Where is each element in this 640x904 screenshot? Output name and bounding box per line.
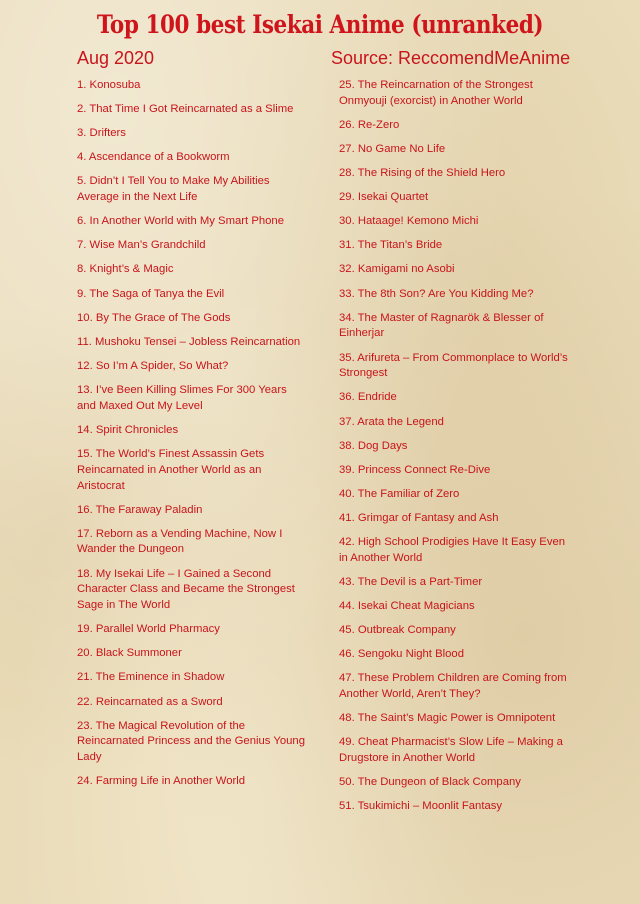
- list-item: 24. Farming Life in Another World: [77, 775, 246, 788]
- list-item: 8. Knight’s & Magic: [77, 263, 174, 276]
- list-item: 36. Endride: [339, 391, 397, 404]
- list-item: 51. Tsukimichi – Moonlit Fantasy: [339, 800, 503, 813]
- list-item: 12. So I’m A Spider, So What?: [77, 359, 229, 372]
- list-item: 48. The Saint’s Magic Power is Omnipotent: [339, 712, 556, 725]
- list-item: 22. Reincarnated as a Sword: [77, 695, 223, 708]
- list-item: 38. Dog Days: [339, 439, 408, 452]
- list-item: 9. The Saga of Tanya the Evil: [77, 287, 225, 300]
- list-item: 7. Wise Man’s Grandchild: [77, 239, 206, 252]
- list-item: 47. These Problem Children are Coming from Another World, Aren’t They?: [339, 672, 567, 701]
- list-item: 5. Didn’t I Tell You to Make My Abilities Average in the Next Life: [77, 175, 270, 204]
- list-item: 46. Sengoku Night Blood: [339, 648, 464, 661]
- list-item: 29. Isekai Quartet: [339, 191, 429, 204]
- list-item: 3. Drifters: [77, 127, 126, 140]
- list-item: 33. The 8th Son? Are You Kidding Me?: [339, 287, 534, 300]
- list-item: 18. My Isekai Life – I Gained a Second Character Class and Became the Strongest Sage in The World: [77, 567, 295, 612]
- list-item: 44. Isekai Cheat Magicians: [339, 599, 475, 612]
- list-item: 23. The Magical Revolution of the Reincarnated Princess and the Genius Young Lady: [77, 719, 305, 764]
- left-column-list: [77, 78, 305, 798]
- list-item: 49. Cheat Pharmacist’s Slow Life – Making a Drugstore in Another World: [339, 736, 563, 765]
- list-item: 50. The Dungeon of Black Company: [339, 776, 521, 789]
- list-item: 2. That Time I Got Reincarnated as a Slime: [77, 103, 294, 116]
- list-item: 25. The Reincarnation of the Strongest Onmyouji (exorcist) in Another World: [339, 79, 533, 107]
- list-item: 37. Arata the Legend: [339, 415, 444, 428]
- list-item: 4. Ascendance of a Bookworm: [77, 151, 230, 164]
- list-item: 16. The Faraway Paladin: [77, 503, 203, 516]
- list-item: 14. Spirit Chronicles: [77, 423, 179, 436]
- list-item: 26. Re-Zero: [339, 118, 400, 131]
- list-item: 21. The Eminence in Shadow: [77, 671, 225, 684]
- list-item: 42. High School Prodigies Have It Easy Even in Another World: [339, 535, 566, 564]
- list-item: 31. The Titan’s Bride: [339, 239, 443, 252]
- list-item: 17. Reborn as a Vending Machine, Now I Wander the Dungeon: [77, 527, 283, 556]
- date-label: Aug 2020: [77, 48, 155, 68]
- list-item: 6. In Another World with My Smart Phone: [77, 215, 284, 228]
- list-item: 39. Princess Connect Re-Dive: [339, 463, 491, 476]
- list-item: 34. The Master of Ragnarök & Blesser of Einherjar: [339, 311, 544, 340]
- source-label: Source: ReccomendMeAnime: [331, 48, 571, 68]
- list-item: 27. No Game No Life: [339, 142, 446, 155]
- list-item: 19. Parallel World Pharmacy: [77, 623, 220, 636]
- list-item: 30. Hataage! Kemono Michi: [339, 215, 479, 228]
- list-item: 41. Grimgar of Fantasy and Ash: [339, 511, 499, 524]
- list-item: 43. The Devil is a Part-Timer: [339, 575, 483, 588]
- list-item: 13. I’ve Been Killing Slimes For 300 Years and Maxed Out My Level: [77, 383, 287, 412]
- list-item: 15. The World’s Finest Assassin Gets Reincarnated in Another World as an Aristocrat: [77, 447, 265, 492]
- list-item: 10. By The Grace of The Gods: [77, 311, 231, 324]
- list-item: 35. Arifureta – From Commonplace to World’s Strongest: [339, 351, 568, 380]
- list-item: 20. Black Summoner: [77, 647, 182, 660]
- list-item: 45. Outbreak Company: [339, 624, 456, 637]
- list-item: 28. The Rising of the Shield Hero: [339, 167, 506, 180]
- right-column-list: [339, 78, 569, 823]
- list-item: 40. The Familiar of Zero: [339, 487, 460, 500]
- page-title: Top 100 best Isekai Anime (unranked): [96, 10, 544, 39]
- list-item: 1. Konosuba: [77, 79, 141, 91]
- list-item: 11. Mushoku Tensei – Jobless Reincarnation: [77, 335, 301, 348]
- list-item: 32. Kamigami no Asobi: [339, 263, 455, 276]
